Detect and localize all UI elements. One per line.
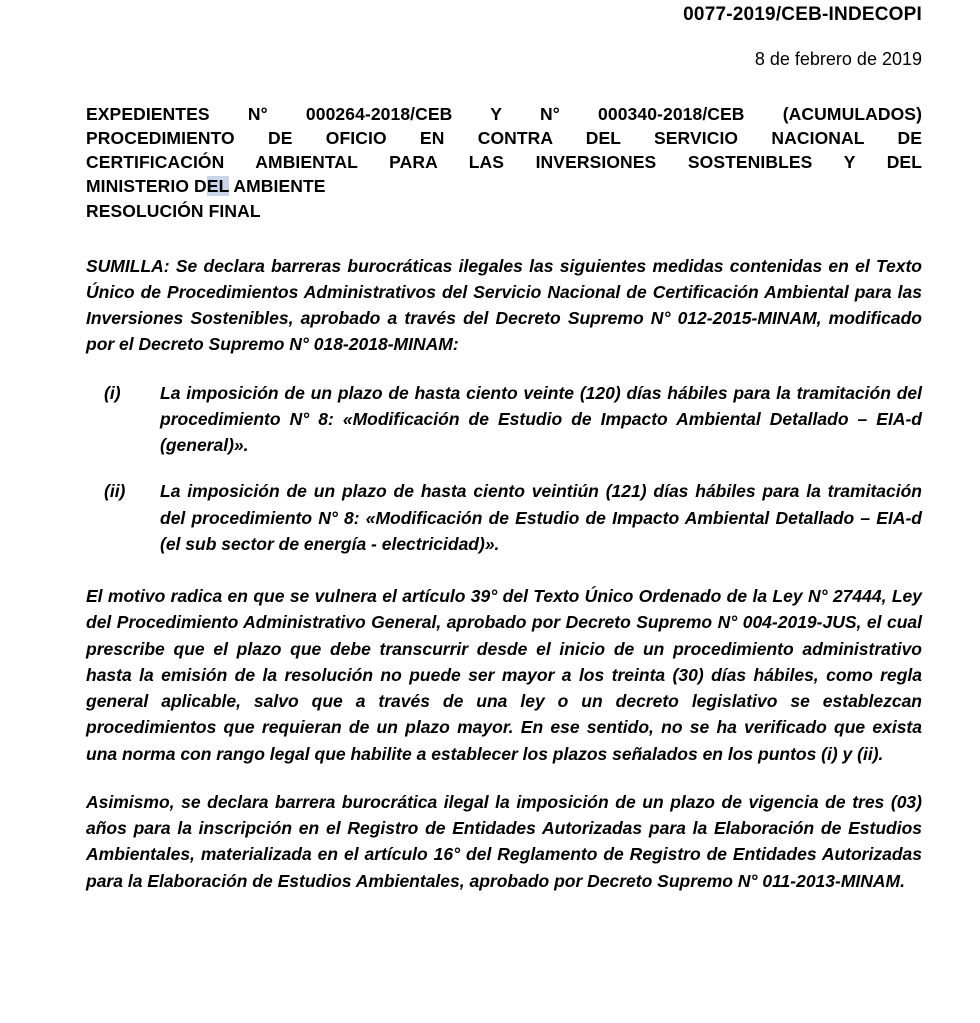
sumilla-paragraph: SUMILLA: Se declara barreras burocráticas ilegales las siguientes medidas contenidas en el Texto Único de Procedimientos Administrativos del Servicio Nacional de Certificación Ambiental para las Inversiones Sostenibles, aprobado a través del Decreto Supremo N° 012-2015-MINAM, modificado por el Decreto Supremo N° 018-2018-MINAM: [86,255,922,355]
expediente-line-4-highlight: EL [206,176,230,197]
expediente-line-2: PROCEDIMIENTO DE OFICIO EN CONTRA DEL SERVICIO NACIONAL DE [86,128,922,149]
asimismo-paragraph: Asimismo, se declara barrera burocrática ilegal la imposición de un plazo de vigencia de tres (03) años para la inscripción en el Registro de Entidades Autorizadas para la Elaboración de Estudios Ambientales, materializada en el artículo 16° del Reglamento de Registro de Entidades Autorizadas para la Elaboración de Estudios Ambientales, aprobado por Decreto Supremo N° 011-2013-MINAM. [86,791,922,891]
expediente-line-4-pre: MINISTERIO D [86,176,207,197]
expediente-line-1: EXPEDIENTES N° 000264-2018/CEB Y N° 000340-2018/CEB (ACUMULADOS) [86,104,922,124]
motivo-paragraph: El motivo radica en que se vulnera el artículo 39° del Texto Único Ordenado de la Ley N° 27444, Ley del Procedimiento Administrativo General, aprobado por Decreto Supremo N° 004-2019-JUS, el cual prescribe que el plazo que debe transcurrir desde el inicio de un procedimiento administrativo hasta la emisión de la resolución no puede ser mayor a los treinta (30) días hábiles, como regla general aplicable, salvo que a través de una ley o un decreto legislativo se establezcan procedimientos que requieran de un plazo mayor. En ese sentido, no se ha verificado que exista una norma con rango legal que habilite a establecer los plazos señalados en los puntos (i) y (ii). [86,586,922,764]
list-item [86,380,922,459]
document-reference-code: 0077-2019/CEB-INDECOPI [683,4,922,25]
list-item-marker: (i) [104,382,121,403]
document-date: 8 de febrero de 2019 [754,49,922,69]
expediente-line-4-post: AMBIENTE [229,176,326,197]
list-item-marker: (ii) [104,481,126,502]
roman-list [86,380,922,558]
document-body [0,70,980,894]
expediente-heading [86,102,922,223]
expediente-line-5: RESOLUCIÓN FINAL [86,200,261,221]
expediente-line-3: CERTIFICACIÓN AMBIENTAL PARA LAS INVERSIONES SOSTENIBLES Y DEL [86,152,922,173]
list-item-text: La imposición de un plazo de hasta ciento veinte (120) días hábiles para la tramitación del procedimiento N° 8: «Modificación de Estudio de Impacto Ambiental Detallado – EIA-d (general)». [160,382,922,456]
list-item-text: La imposición de un plazo de hasta ciento veintiún (121) días hábiles para la tramitación del procedimiento N° 8: «Modificación de Estudio de Impacto Ambiental Detallado – EIA-d (el sub sector de energía - electricidad)». [160,481,922,554]
list-item [86,478,922,557]
expediente-line-4 [86,174,922,198]
